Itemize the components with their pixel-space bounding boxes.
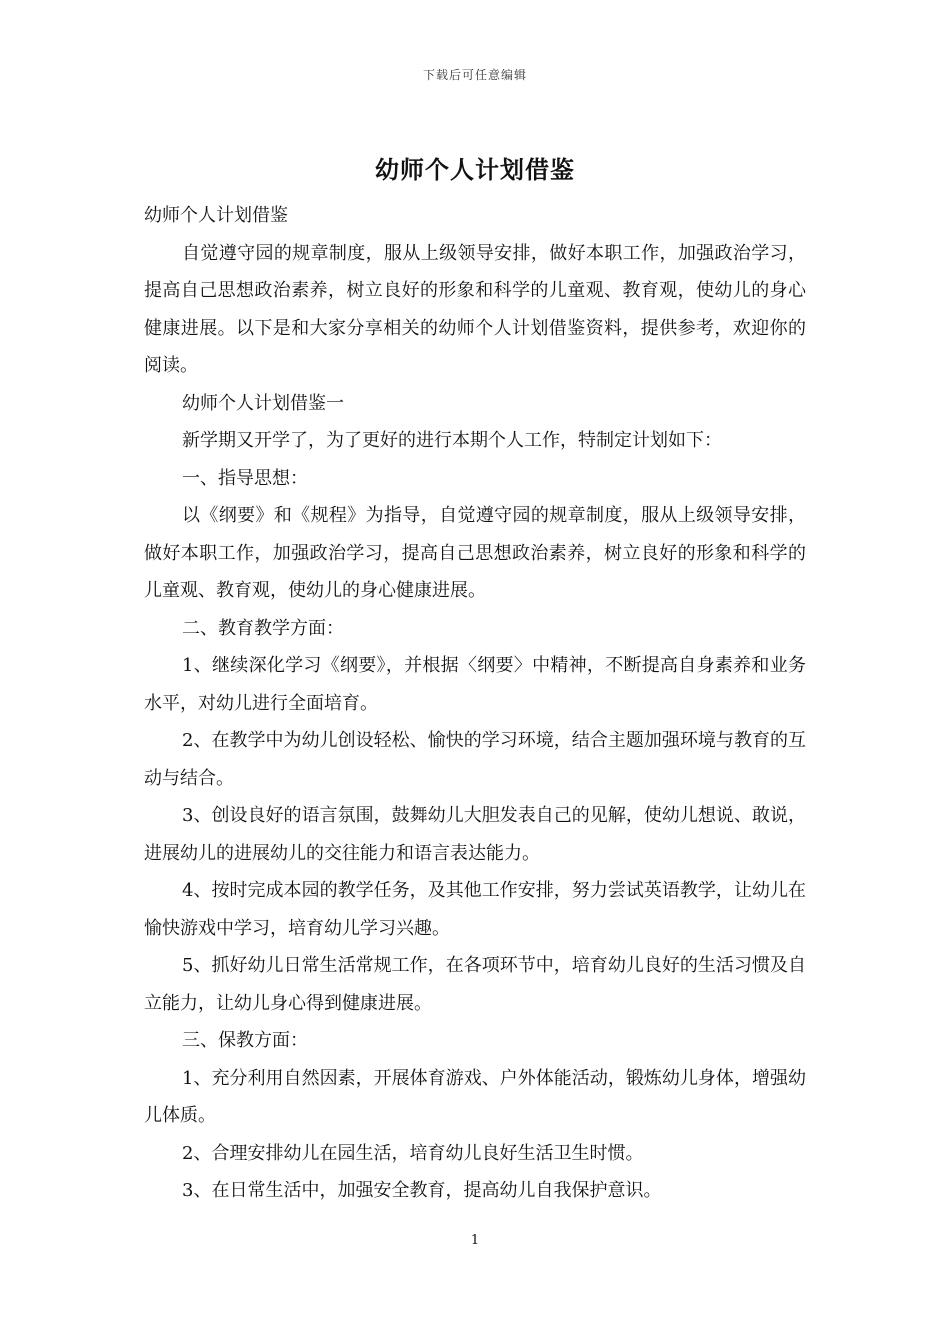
list-item: 4、按时完成本园的教学任务，及其他工作安排，努力尝试英语教学，让幼儿在愉快游戏中学习，培育幼儿学习兴趣。	[144, 880, 806, 939]
page-number: 1	[470, 1233, 480, 1248]
paragraph: 自觉遵守园的规章制度，服从上级领导安排，做好本职工作，加强政治学习，提高自己思想政治素养，树立良好的形象和科学的儿童观、教育观，使幼儿的身心健康进展。以下是和大家分享相关的幼师个人计划借鉴资料，提供参考，欢迎你的阅读。	[144, 242, 806, 376]
list-item: 2、在教学中为幼儿创设轻松、愉快的学习环境，结合主题加强环境与教育的互动与结合。	[144, 730, 806, 789]
header-note: 下载后可任意编辑	[422, 68, 527, 82]
list-item: 1、继续深化学习《纲要》，并根据〈纲要〉中精神，不断提高自身素养和业务水平，对幼儿进行全面培育。	[144, 655, 806, 714]
paragraph: 幼师个人计划借鉴一	[182, 392, 344, 414]
list-item: 5、抓好幼儿日常生活常规工作，在各项环节中，培育幼儿良好的生活习惯及自立能力，让幼儿身心得到健康进展。	[144, 955, 806, 1014]
document-title: 幼师个人计划借鉴	[375, 155, 575, 184]
paragraph: 以《纲要》和《规程》为指导，自觉遵守园的规章制度，服从上级领导安排，做好本职工作，加强政治学习，提高自己思想政治素养，树立良好的形象和科学的儿童观、教育观，使幼儿的身心健康进展。	[144, 505, 806, 601]
list-item: 3、创设良好的语言氛围，鼓舞幼儿大胆发表自己的见解，使幼儿想说、敢说，进展幼儿的进展幼儿的交往能力和语言表达能力。	[144, 805, 806, 864]
document-body	[144, 197, 806, 1210]
section-heading: 一、指导思想：	[182, 467, 308, 489]
list-item: 1、充分利用自然因素，开展体育游戏、户外体能活动，锻炼幼儿身体，增强幼儿体质。	[144, 1067, 806, 1126]
paragraph: 幼师个人计划借鉴	[144, 205, 288, 226]
list-item: 2、合理安排幼儿在园生活，培育幼儿良好生活卫生时惯。	[182, 1142, 644, 1164]
paragraph: 新学期又开学了，为了更好的进行本期个人工作，特制定计划如下：	[182, 430, 722, 451]
list-item: 3、在日常生活中，加强安全教育，提高幼儿自我保护意识。	[182, 1180, 662, 1201]
section-heading: 二、教育教学方面：	[182, 617, 344, 639]
section-heading: 三、保教方面：	[182, 1030, 308, 1051]
